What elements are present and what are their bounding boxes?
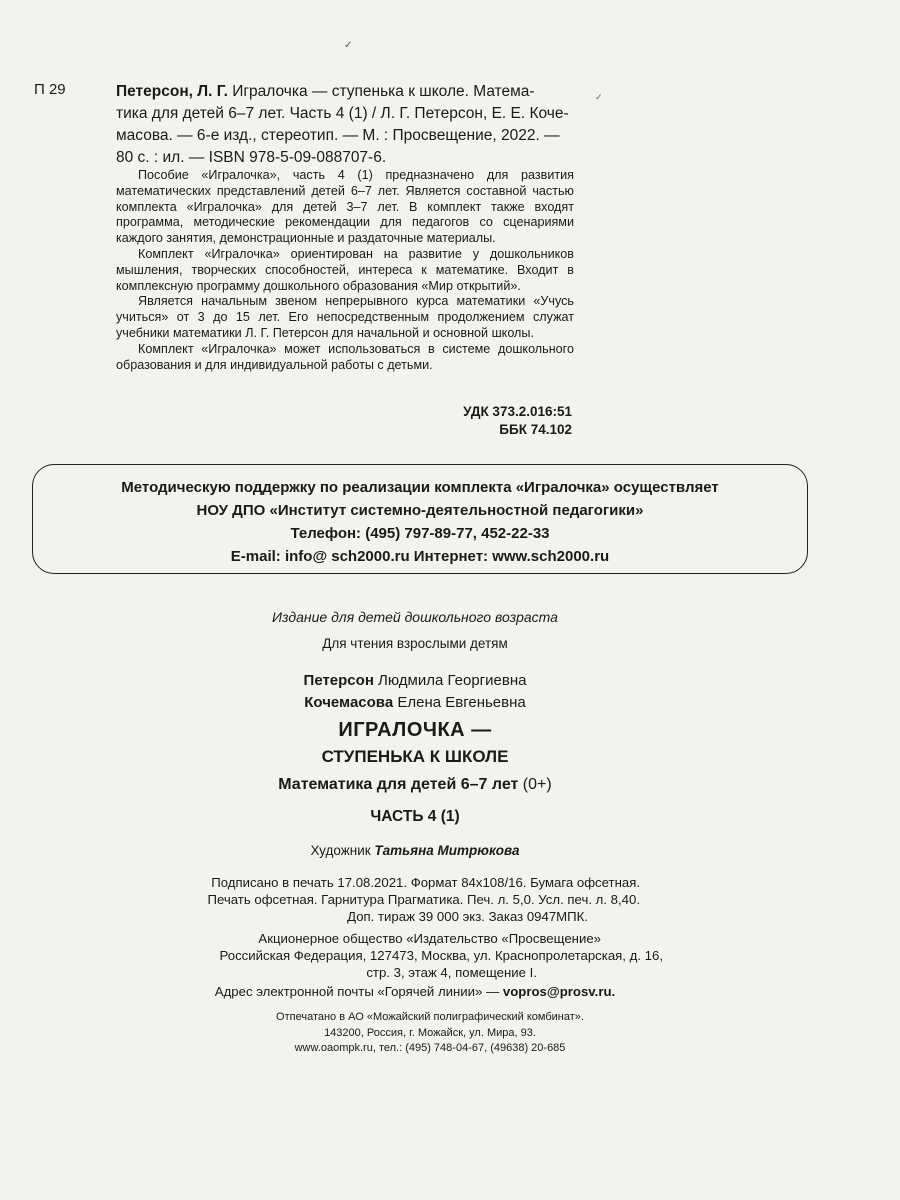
- support-phone: Телефон: (495) 797-89-77, 452-22-33: [290, 525, 550, 542]
- paper-speck-icon: ✓: [344, 40, 353, 51]
- publisher-info: [120, 930, 663, 981]
- printer-line: www.oaompk.ru, тел.: (495) 748-04-67, (49638) 20-685: [294, 1042, 566, 1054]
- printer-info: [0, 1010, 860, 1057]
- artist-credit: [0, 843, 830, 858]
- author-surname: Петерсон: [303, 672, 374, 689]
- publisher-line: Акционерное общество «Издательство «Просвещение»: [258, 931, 601, 946]
- book-part: ЧАСТЬ 4 (1): [370, 808, 460, 825]
- annotation: [116, 168, 574, 373]
- math-title: Математика для детей 6–7 лет: [278, 776, 519, 793]
- age-rating: (0+): [518, 776, 552, 793]
- hotline-email: vopros@prosv.ru.: [502, 984, 616, 999]
- publisher-line: Российская Федерация, 127473, Москва, ул. Краснопролетарская, д. 16,: [219, 948, 663, 963]
- paper-speck-icon: ✓: [595, 92, 603, 102]
- biblio-isbn-line: 80 с. : ил. — ISBN 978-5-09-088707-6.: [116, 149, 387, 166]
- author-name: Елена Евгеньевна: [393, 694, 526, 711]
- classification-codes: [380, 403, 572, 439]
- support-line: Методическую поддержку по реализации комплекта «Игралочка» осуществляет: [121, 479, 719, 496]
- book-series-title: [0, 776, 830, 794]
- annotation-paragraph: Является начальным звеном непрерывного курса математики «Учусь учиться» от 3 до 15 лет. Его непосредственным продолжением служат учебники математики Л. Г. Петерсон для начальной и основной школы.: [116, 294, 574, 340]
- hotline: [0, 983, 830, 1000]
- biblio-author: Петерсон, Л. Г.: [116, 83, 228, 100]
- reading-note: Для чтения взрослыми детям: [322, 636, 508, 651]
- print-line: Печать офсетная. Гарнитура Прагматика. Печ. л. 5,0. Усл. печ. л. 8,40.: [207, 892, 640, 907]
- author-surname: Кочемасова: [304, 694, 394, 711]
- publisher-line: стр. 3, этаж 4, помещение I.: [366, 965, 537, 980]
- annotation-paragraph: Комплект «Игралочка» может использоваться в системе дошкольного образования и для индивидуальной работы с детьми.: [116, 341, 574, 372]
- bibliographic-record: [116, 81, 580, 169]
- printer-line: 143200, Россия, г. Можайск, ул. Мира, 93.: [324, 1026, 536, 1039]
- artist-label: Художник: [310, 843, 375, 858]
- edition-type: Издание для детей дошкольного возраста: [272, 609, 558, 625]
- artist-name: Татьяна Митрюкова: [374, 843, 520, 858]
- support-info-box: [32, 464, 808, 574]
- print-line: Доп. тираж 39 000 экз. Заказ 0947МПК.: [347, 909, 588, 924]
- author-name: Людмила Георгиевна: [373, 672, 527, 689]
- annotation-paragraph: Пособие «Игралочка», часть 4 (1) предназначено для развития математических представлений детей 6–7 лет. Является составной частью комплекта «Игралочка» для детей 3–7 лет. В комплект также входят программа, методические рекомендации для педагогов со сценариями каждого занятия, демонстрационные и раздаточные материалы.: [116, 168, 574, 246]
- support-contacts: E-mail: info@ sch2000.ru Интернет: www.sch2000.ru: [230, 548, 610, 565]
- print-line: Подписано в печать 17.08.2021. Формат 84х108/16. Бумага офсетная.: [211, 875, 640, 890]
- support-org: НОУ ДПО «Институт системно-деятельностной педагогики»: [196, 502, 644, 519]
- printer-line: Отпечатано в АО «Можайский полиграфический комбинат».: [276, 1011, 584, 1023]
- bbk-code: ББК 74.102: [499, 422, 572, 437]
- hotline-label: Адрес электронной почты «Горячей линии» —: [214, 984, 503, 999]
- print-details: [150, 874, 640, 925]
- biblio-line: масова. — 6-е изд., стереотип. — М. : Просвещение, 2022. —: [116, 127, 560, 144]
- biblio-title: Игралочка — ступенька к школе. Матема-: [227, 83, 535, 100]
- book-title: ИГРАЛОЧКА —: [338, 719, 492, 741]
- authors: [0, 670, 830, 714]
- catalog-code: П 29: [34, 81, 66, 98]
- annotation-paragraph: Комплект «Игралочка» ориентирован на развитие у дошкольников мышления, творческих способностей, интереса к математике. Входит в комплексную программу дошкольного образования «Мир открытий».: [116, 246, 574, 293]
- biblio-line: тика для детей 6–7 лет. Часть 4 (1) / Л. Г. Петерсон, Е. Е. Коче-: [116, 105, 569, 122]
- book-subtitle: СТУПЕНЬКА К ШКОЛЕ: [321, 747, 509, 766]
- udk-code: УДК 373.2.016:51: [463, 404, 572, 419]
